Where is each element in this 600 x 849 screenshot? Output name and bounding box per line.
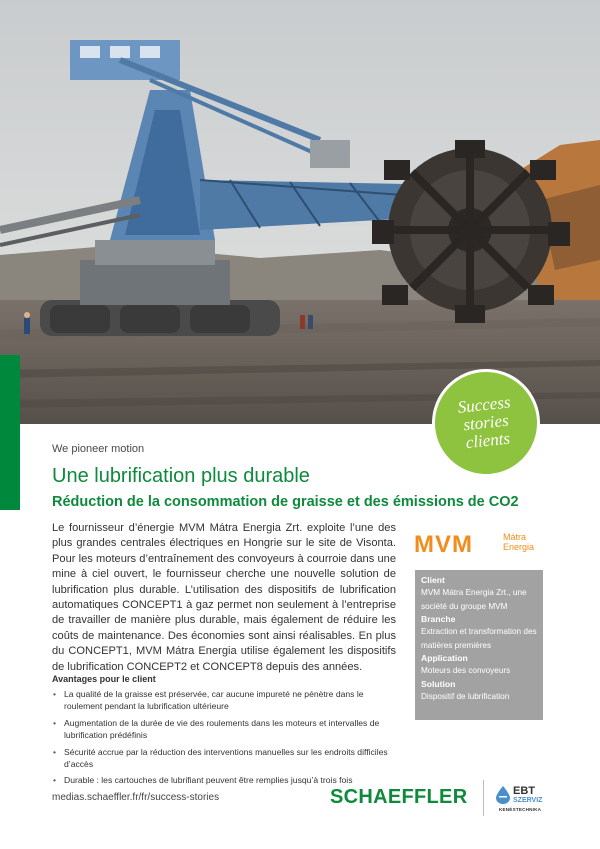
badge-text: Success stories clients [456, 392, 512, 453]
tagline: We pioneer motion [52, 443, 145, 455]
ebt-szerviz-logo [496, 784, 548, 818]
list-item: • Durable : les cartouches de lubrifiant peuvent être remplies jusqu’à trois fois [52, 774, 398, 786]
list-item: • Sécurité accrue par la réduction des interventions manuelles sur les endroits difficiles d’accès [52, 746, 398, 771]
list-item: • La qualité de la graisse est préservée, car aucune impureté ne pénètre dans le roulement pendant la lubrification ultérieure [52, 688, 398, 713]
mvm-logo [414, 531, 544, 561]
green-side-bar [0, 355, 20, 510]
success-stories-link[interactable]: medias.schaeffler.fr/fr/success-stories [52, 792, 220, 803]
page-title: Une lubrification plus durable [52, 465, 310, 487]
hero-photo [0, 0, 600, 424]
branch-label: Branche [421, 614, 456, 624]
ebt-logo-tagline: KENÉSTECHNIKA [499, 807, 542, 812]
branch-value: Extraction et transformation des matières premières [421, 627, 537, 650]
intro-paragraph: Le fournisseur d’énergie MVM Mátra Energia Zrt. exploite l’une des plus grandes centrales électriques en Hongrie sur le site de Visonta. Pour les moteurs d’entraînement des convoyeurs à courroie dans une mine à ciel ouvert, le fournisseur cherche une nouvelle solution de lubrification plus durable. L’utilisation des dispositifs de lubrification automatiques CONCEPT1 à gaz permet non seulement à l’entreprise de travailler de manière plus durable, mais également de réduire les coûts de maintenance. Des économies sont ainsi réalisables. En plus du CONCEPT1, MVM Mátra Energia utilise également les dispositifs de lubrification CONCEPT2 et CONCEPT8 depuis des années. [52, 522, 396, 673]
client-info-box [415, 570, 543, 720]
footer-divider [483, 780, 484, 816]
mvm-logo-subtitle: Mátra Energia [503, 532, 535, 552]
advantages-list [52, 688, 398, 791]
list-item: • Augmentation de la durée de vie des roulements dans les moteurs et intervalles de lubrification prédéfinis [52, 717, 398, 742]
schaeffler-logo: SCHAEFFLER [330, 786, 468, 808]
ebt-droplet-icon [496, 786, 510, 804]
page-subtitle: Réduction de la consommation de graisse et des émissions de CO2 [52, 494, 519, 510]
application-value: Moteurs des convoyeurs [421, 666, 511, 675]
mvm-logo-word: MVM [414, 531, 473, 558]
ebt-logo-word: EBT [513, 785, 535, 797]
solution-label: Solution [421, 678, 456, 689]
client-value: MVM Mátra Energia Zrt., une société du groupe MVM [421, 588, 527, 611]
ebt-logo-sub: SZERVIZ [513, 797, 543, 804]
solution-value: Dispositif de lubrification [421, 691, 510, 701]
advantages-heading: Avantages pour le client [52, 674, 156, 684]
application-label: Application [421, 653, 468, 663]
client-label: Client [421, 575, 445, 585]
excavator-illustration [0, 0, 600, 424]
